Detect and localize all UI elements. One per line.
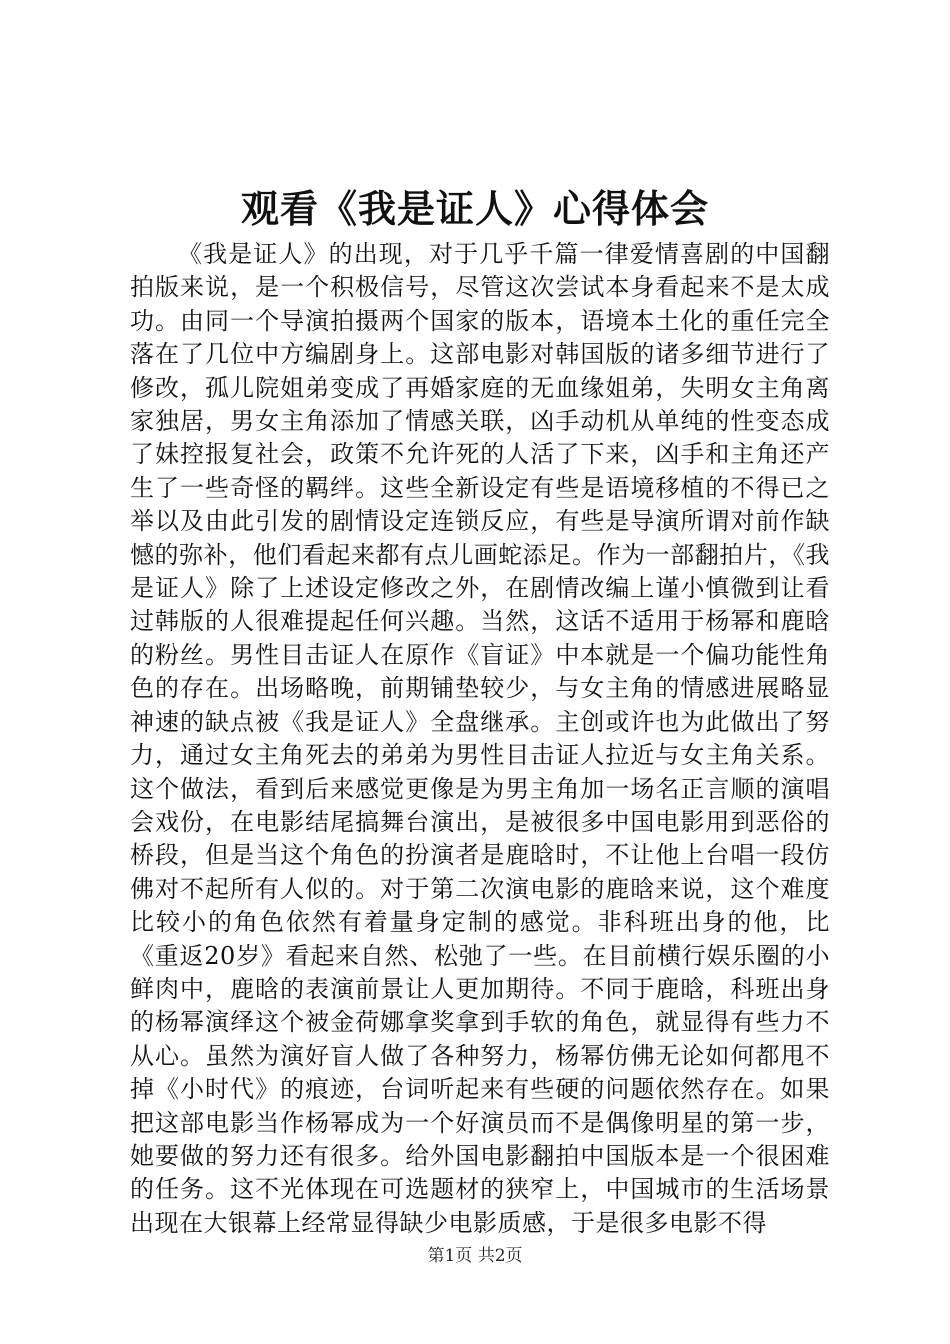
page-number-footer: 第1页 共2页 — [427, 1246, 523, 1266]
document-title: 观看《我是证人》心得体会 — [240, 186, 709, 231]
document-body-paragraph: 《我是证人》的出现，对于几乎千篇一律爱情喜剧的中国翻拍版来说，是一个积极信号，尽管这次尝试本身看起来不是太成功。由同一个导演拍摄两个国家的版本，语境本土化的重任完全落在了几位中方编剧身上。这部电影对韩国版的诸多细节进行了修改，孤儿院姐弟变成了再婚家庭的无血缘姐弟，失明女主角离家独居，男女主角添加了情感关联，凶手动机从单纯的性变态成了妹控报复社会，政策不允许死的人活了下来，凶手和主角还产生了一些奇怪的羁绊。这些全新设定有些是语境移植的不得已之举以及由此引发的剧情设定连锁反应，有些是导演所谓对前作缺憾的弥补，他们看起来都有点儿画蛇添足。作为一部翻拍片，《我是证人》除了上述设定修改之外，在剧情改编上谨小慎微到让看过韩版的人很难提起任何兴趣。当然，这话不适用于杨幂和鹿晗的粉丝。男性目击证人在原作《盲证》中本就是一个偏功能性角色的存在。出场略晚，前期铺垫较少，与女主角的情感进展略显神速的缺点被《我是证人》全盘继承。主创或许也为此做出了努力，通过女主角死去的弟弟为男性目击证人拉近与女主角关系。这个做法，看到后来感觉更像是为男主角加一场名正言顺的演唱会戏份，在电影结尾搞舞台演出，是被很多中国电影用到恶俗的桥段，但是当这个角色的扮演者是鹿晗时，不让他上台唱一段仿佛对不起所有人似的。对于第二次演电影的鹿晗来说，这个难度比较小的角色依然有着量身定制的感觉。非科班出身的他，比《重返20岁》看起来自然、松弛了一些。在目前横行娱乐圈的小鲜肉中，鹿晗的表演前景让人更加期待。不同于鹿晗，科班出身的杨幂演绎这个被金荷娜拿奖拿到手软的角色，就显得有些力不从心。虽然为演好盲人做了各种努力，杨幂仿佛无论如何都甩不掉《小时代》的痕迹，台词听起来有些硬的问题依然存在。如果把这部电影当作杨幂成为一个好演员而不是偶像明星的第一步，她要做的努力还有很多。给外国电影翻拍中国版本是一个很困难的任务。这不光体现在可选题材的狭窄上，中国城市的生活场景出现在大银幕上经常显得缺少电影质感，于是很多电影不得 — [130, 240, 830, 1237]
